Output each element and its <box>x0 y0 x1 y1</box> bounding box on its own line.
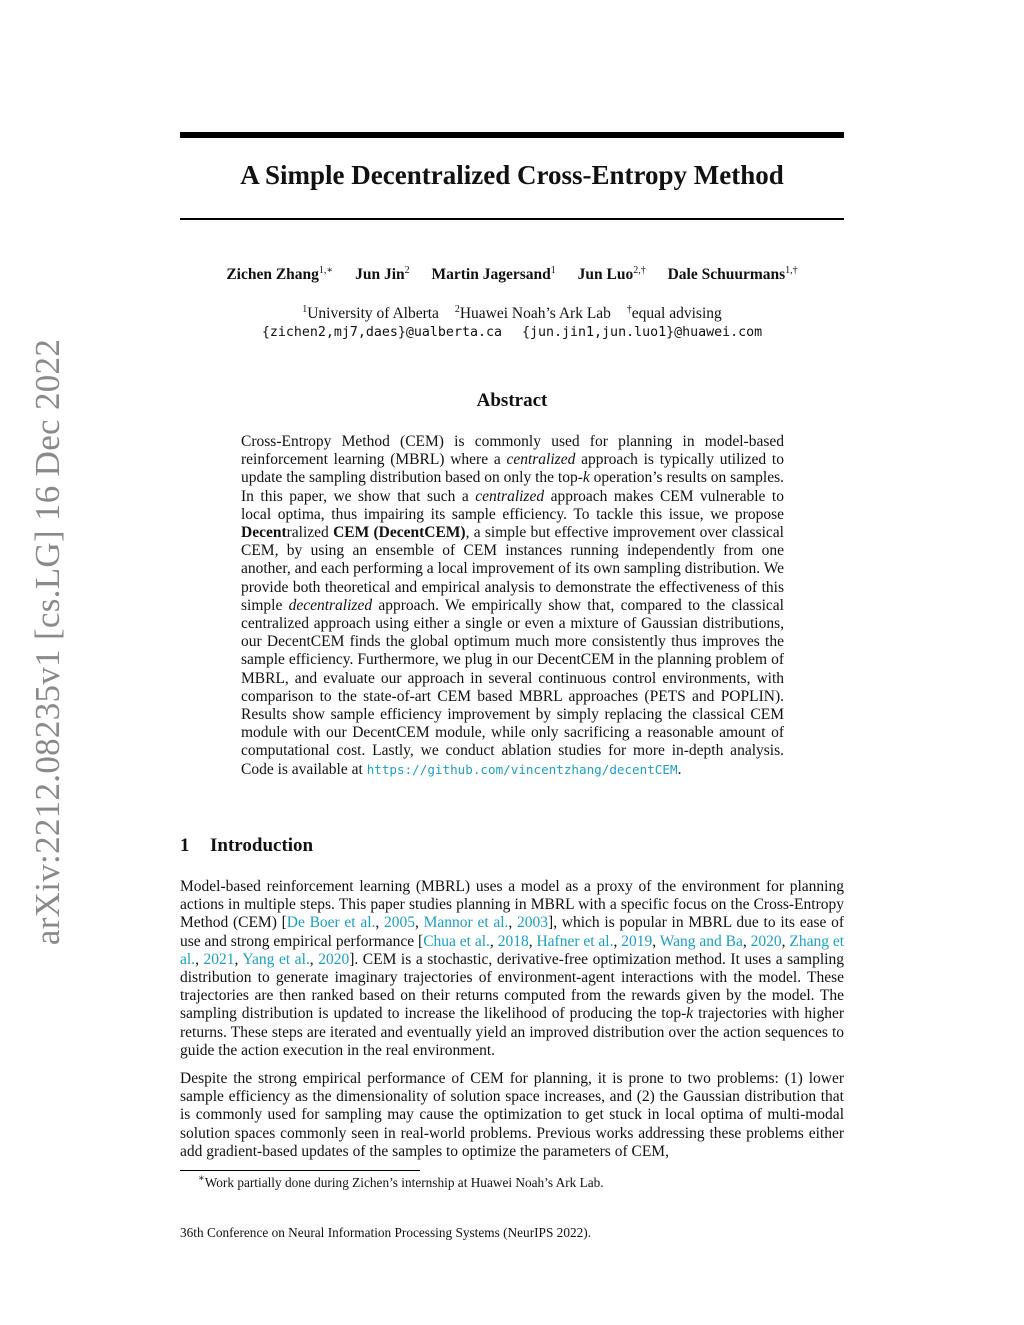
affiliation: $^2$Huawei Noah’s Ark Lab <box>454 304 611 322</box>
footnote-mark: ∗ <box>198 1173 205 1184</box>
citation-link[interactable]: De Boer et al. <box>286 914 376 932</box>
citation-link[interactable]: Wang and Ba <box>659 932 743 950</box>
citation-year-link[interactable]: 2020 <box>318 950 350 968</box>
citation-link[interactable]: Hafner et al. <box>536 932 614 950</box>
footnote: ∗Work partially done during Zichen’s internship at Huawei Noah’s Ark Lab. <box>198 1173 604 1190</box>
title-rule-bottom <box>180 218 844 220</box>
intro-paragraph-1: Model-based reinforcement learning (MBRL) uses a model as a proxy of the environment for planning actions in multiple steps. This paper studies planning in MBRL with a specific focus on the Cross-Entropy Method (CEM) [De Boer et al., 2005, Mannor et al., 2003], which is popular in MBRL due to its ease of use and strong empirical performance [Chua et al., 2018, Hafner et al., 2019, Wang and Ba, 2020, Zhang et al., 2021, Yang et al., 2020]. CEM is a stochastic, derivative-free optimization method. It uses a sampling distribution to generate imaginary trajectories of environment-agent interactions with the model. These trajectories are then ranked based on their returns computed from the rewards given by the model. The sampling distribution is updated to increase the likelihood of producing the top-k trajectories with higher returns. These steps are iterated and eventually yield an improved distribution over the action sequences to guide the action execution in the real environment. <box>180 878 845 1059</box>
citation-year-link[interactable]: 2020 <box>750 932 782 950</box>
code-link[interactable]: https://github.com/vincentzhang/decentCEM <box>366 761 678 777</box>
affiliations <box>180 305 844 323</box>
affiliation-note: †equal advising <box>626 304 722 322</box>
author: Martin Jagersand$^1$ <box>431 265 556 283</box>
citation-year-link[interactable]: 2019 <box>621 932 653 950</box>
email-group: {zichen2,mj7,daes}@ualberta.ca <box>261 325 502 340</box>
affiliation: $^1$University of Alberta <box>302 304 439 322</box>
citation-year-link[interactable]: 2005 <box>384 914 416 932</box>
citation-year-link[interactable]: 2021 <box>203 950 235 968</box>
conference-note: 36th Conference on Neural Information Processing Systems (NeurIPS 2022). <box>180 1225 592 1240</box>
abstract-heading: Abstract <box>476 390 548 411</box>
citation-link[interactable]: Yang et al. <box>242 950 310 968</box>
citation-year-link[interactable]: 2003 <box>517 914 549 932</box>
email-group: {jun.jin1,jun.luo1}@huawei.com <box>522 325 763 340</box>
author: Jun Jin$^2$ <box>355 265 410 283</box>
abstract-body: Cross-Entropy Method (CEM) is commonly used for planning in model-based reinforcement learning (MBRL) where a centralized approach is typically utilized to update the sampling distribution based on only the top-k operation’s results on samples. In this paper, we show that such a centralized approach makes CEM vulnerable to local optima, thus impairing its sample efficiency. To tackle this issue, we propose Decentralized CEM (DecentCEM), a simple but effective improvement over classical CEM, by using an ensemble of CEM instances running independently from one another, and each performing a local improvement of its own sampling distribution. We provide both theoretical and empirical analysis to demonstrate the effectiveness of this simple decentralized approach. We empirically show that, compared to the classical centralized approach using either a single or even a mixture of Gaussian distributions, our DecentCEM finds the global optimum much more consistently thus improves the sample efficiency. Furthermore, we plug in our DecentCEM in the planning problem of MBRL, and evaluate our approach in several continuous control environments, with comparison to the state-of-art CEM based MBRL approaches (PETS and POPLIN). Results show sample efficiency improvement by simply replacing the classical CEM module with our DecentCEM module, while only sacrificing a reasonable amount of computational cost. Lastly, we conduct ablation studies for more in-depth analysis. Code is available at https://github.com/vincentzhang/decentCEM. <box>241 433 784 778</box>
author: Zichen Zhang$^{1,∗}$ <box>226 265 334 283</box>
footnote-rule <box>180 1170 420 1171</box>
section-number: 1 <box>180 835 190 856</box>
title-rule-top <box>180 132 844 138</box>
section-heading-introduction <box>180 835 313 857</box>
citation-year-link[interactable]: 2018 <box>497 932 529 950</box>
author-list <box>150 266 874 284</box>
citation-link[interactable]: Chua et al. <box>423 932 490 950</box>
paper-title: A Simple Decentralized Cross-Entropy Method <box>240 160 784 190</box>
author-emails <box>150 325 874 340</box>
section-title: Introduction <box>210 835 314 856</box>
citation-link[interactable]: Zhang et al. <box>180 932 845 968</box>
citation-link[interactable]: Mannor et al. <box>423 914 509 932</box>
arxiv-identifier[interactable]: arXiv:2212.08235v1 [cs.LG] 16 Dec 2022 <box>28 338 67 946</box>
author: Jun Luo$^{2,\dagger}$ <box>577 265 646 283</box>
intro-paragraph-2: Despite the strong empirical performance of CEM for planning, it is prone to two problems: (1) lower sample efficiency as the dimensionality of solution space increases, and (2) the Gaussian distribution that is commonly used for sampling may cause the optimization to get stuck in local optima of multi-modal solution spaces commonly seen in real-world problems. Previous works addressing these problems either add gradient-based updates of the samples to optimize the parameters of CEM, <box>180 1070 844 1160</box>
author: Dale Schuurmans$^{1,\dagger}$ <box>667 265 798 283</box>
